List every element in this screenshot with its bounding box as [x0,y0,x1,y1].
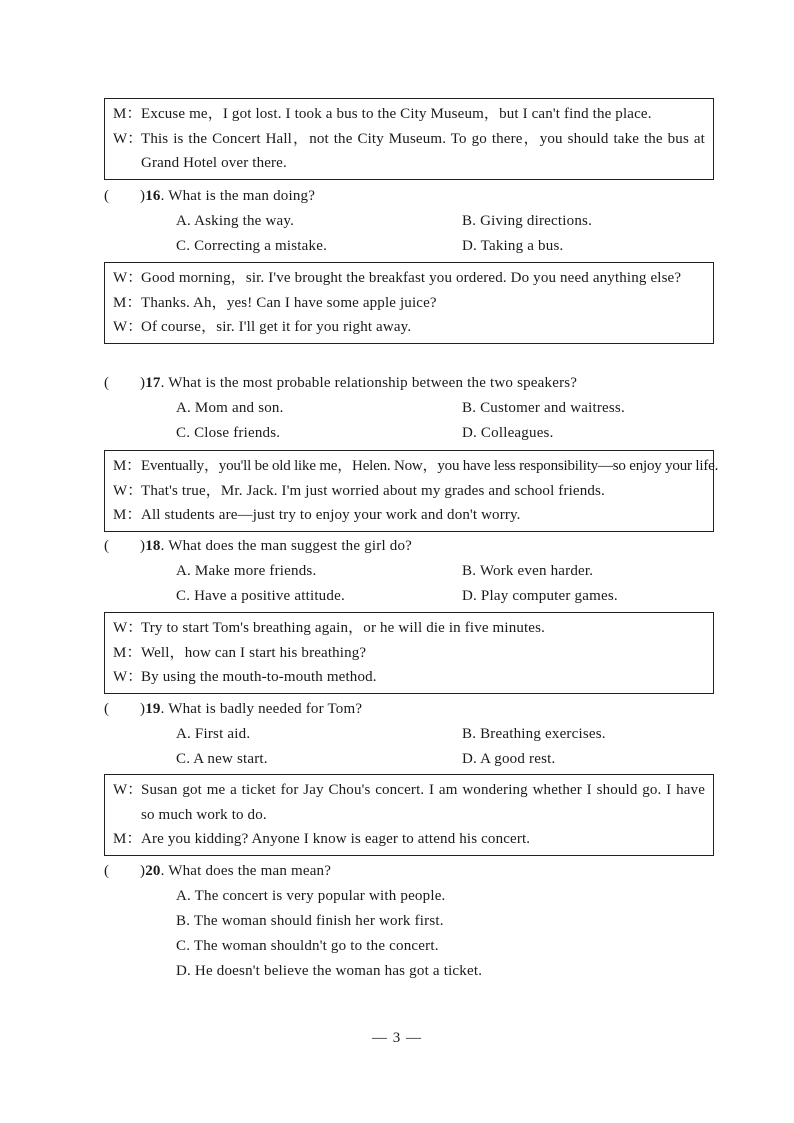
answer-blank-close: ) [140,375,146,391]
option-c: C. Have a positive attitude. [176,588,345,604]
answer-blank-open: ( [104,188,110,204]
dialog-box-3 [104,450,719,532]
dialog-text: Eventually，you'll be old like me，Helen. Now，you have less responsibility—so enjoy your life. [141,458,719,474]
question-number: 20 [145,863,161,879]
dialog-text: Well，how can I start his breathing? [141,644,367,661]
speaker-label: M： [113,458,141,474]
question-16 [104,184,724,259]
speaker-label: W： [113,782,143,798]
question-stem [104,184,724,209]
option-c: C. Correcting a mistake. [176,238,328,254]
speaker-label: M： [113,644,142,661]
option-d: D. A good rest. [462,751,556,767]
dialog-text: Thanks. Ah，yes! Can I have some apple juice? [141,294,437,311]
question-19 [104,697,724,772]
page-number: — 3 — [372,1030,422,1046]
option-row [104,584,724,609]
question-18 [104,534,724,609]
option-c: C. Close friends. [176,425,281,441]
speaker-label: M： [113,831,142,847]
answer-blank-close: ) [140,701,146,717]
option-b: B. Breathing exercises. [462,726,606,742]
question-17 [104,371,724,446]
option-d: D. Colleagues. [462,425,554,441]
dialog-box-2 [104,262,714,344]
option-a: A. First aid. [176,726,251,742]
dialog-line [113,291,705,316]
option-row [104,747,724,772]
question-text: . What does the man suggest the girl do? [160,538,413,554]
answer-blank-close: ) [140,863,146,879]
answer-blank-open: ( [104,538,110,554]
question-stem [104,859,724,884]
dialog-line [113,641,705,666]
dialog-text: Are you kidding? Anyone I know is eager to attend his concert. [141,831,531,847]
answer-blank-open: ( [104,701,110,717]
dialog-line [113,127,705,176]
option-d: D. Taking a bus. [462,238,564,254]
speaker-label: M： [113,294,142,311]
dialog-line [113,665,705,690]
question-text: . What does the man mean? [160,863,332,879]
speaker-label: W： [113,482,143,499]
question-text: . What is badly needed for Tom? [160,701,363,717]
option-a: A. Make more friends. [176,563,317,579]
option-row [104,234,724,259]
speaker-label: M： [113,106,142,122]
option-b: B. Giving directions. [462,213,593,229]
speaker-label: M： [113,507,142,523]
dialog-line [113,454,719,479]
answer-blank-open: ( [104,863,110,879]
question-20 [104,859,724,984]
dialog-line [113,778,705,827]
dialog-line [113,827,705,852]
dialog-text: Of course，sir. I'll get it for you right away. [141,319,412,335]
option-b: B. The woman should finish her work first. [176,913,444,929]
option-row [104,396,724,421]
option-b: B. Customer and waitress. [462,400,625,416]
dialog-text: Susan got me a ticket for Jay Chou's concert. I am wondering whether I should go. I have so much work to do. [141,782,705,823]
answer-blank-open: ( [104,375,110,391]
answer-blank-close: ) [140,188,146,204]
dialog-box-5 [104,774,714,856]
dialog-text: Excuse me，I got lost. I took a bus to the City Museum，but I can't find the place. [141,106,652,122]
dialog-box-1 [104,98,714,180]
question-stem [104,697,724,722]
speaker-label: W： [113,669,143,685]
speaker-label: W： [113,270,143,286]
dialog-line [113,315,705,340]
question-number: 17 [145,375,161,391]
question-text: . What is the man doing? [160,188,316,204]
speaker-label: W： [113,130,143,147]
dialog-line [113,616,705,641]
dialog-line [113,266,705,291]
question-stem [104,534,724,559]
option-row [104,209,724,234]
question-text: . What is the most probable relationship between the two speakers? [160,375,578,391]
dialog-line [113,102,705,127]
dialog-line [113,479,705,504]
dialog-line [113,503,705,528]
option-d: D. He doesn't believe the woman has got a ticket. [176,963,483,979]
option-b: B. Work even harder. [462,563,594,579]
dialog-text: Try to start Tom's breathing again，or he will die in five minutes. [141,620,546,636]
option-d: D. Play computer games. [462,588,618,604]
question-number: 16 [145,188,161,204]
dialog-text: All students are—just try to enjoy your work and don't worry. [141,507,521,523]
option-a: A. Asking the way. [176,213,295,229]
dialog-text: That's true，Mr. Jack. I'm just worried about my grades and school friends. [141,482,605,499]
option-row [104,421,724,446]
dialog-text: Good morning，sir. I've brought the breakfast you ordered. Do you need anything else? [141,270,682,286]
question-stem [104,371,724,396]
dialog-box-4 [104,612,714,694]
question-number: 18 [145,538,161,554]
question-number: 19 [145,701,161,717]
speaker-label: W： [113,620,143,636]
dialog-text: This is the Concert Hall，not the City Museum. To go there，you should take the bus at Grand Hotel over there. [141,130,705,171]
option-c: C. A new start. [176,751,268,767]
option-row [104,722,724,747]
option-row [104,559,724,584]
option-c: C. The woman shouldn't go to the concert. [176,938,439,954]
option-a: A. Mom and son. [176,400,284,416]
answer-blank-close: ) [140,538,146,554]
speaker-label: W： [113,319,143,335]
option-a: A. The concert is very popular with people. [176,888,446,904]
dialog-text: By using the mouth-to-mouth method. [141,669,377,685]
